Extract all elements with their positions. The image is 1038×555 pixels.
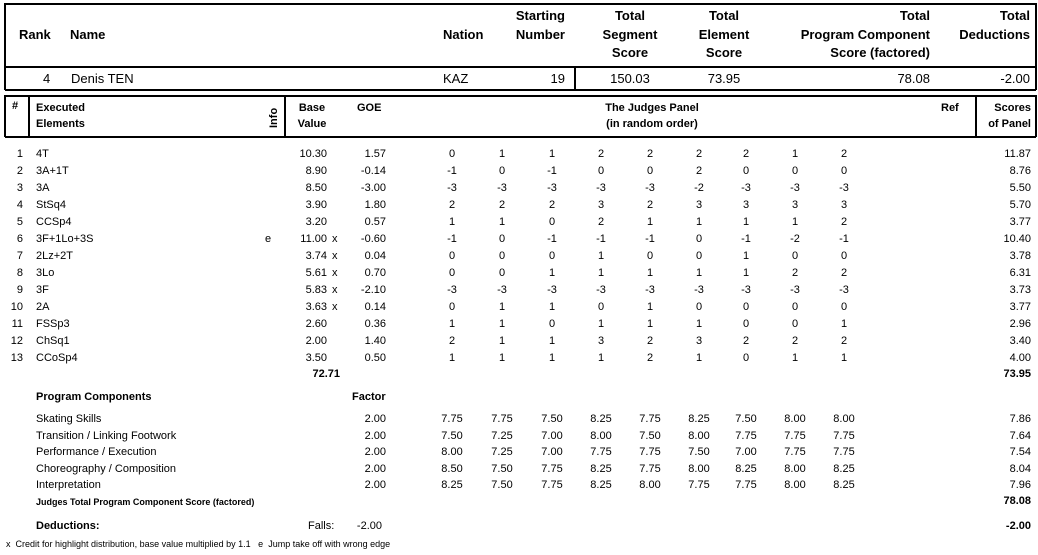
judge-score: 1	[791, 148, 799, 160]
judge-score: -3	[497, 182, 507, 194]
judge-score: 3	[791, 199, 799, 211]
skater-pcs: 78.08	[897, 71, 930, 86]
element-goe: -0.60	[360, 233, 386, 245]
element-name: CCoSp4	[36, 352, 78, 364]
component-judge-score: 8.25	[441, 479, 463, 491]
component-judge-score: 8.25	[833, 463, 855, 475]
component-judge-score: 7.50	[541, 413, 563, 425]
component-judge-score: 8.00	[590, 430, 612, 442]
pc-factor-header: Factor	[352, 391, 386, 403]
component-judge-score: 8.25	[735, 463, 757, 475]
footnote-e-text: Jump take off with wrong edge	[268, 539, 391, 549]
skater-rank: 4	[43, 71, 51, 86]
nation-header: Nation	[443, 27, 484, 42]
element-goe: 0.14	[364, 301, 386, 313]
judge-score: 0	[791, 250, 799, 262]
element-name: CCSp4	[36, 216, 72, 228]
component-judge-score: 7.75	[639, 413, 661, 425]
judge-score: 3	[597, 335, 605, 347]
judge-score: 3	[742, 199, 750, 211]
judge-score: 1	[597, 267, 605, 279]
footnote-x-text: Credit for highlight distribution, base value multiplied by 1.1	[15, 539, 251, 549]
judge-score: 1	[498, 318, 506, 330]
component-judge-score: 8.00	[688, 463, 710, 475]
segment-score-header: Score	[611, 45, 649, 60]
element-number: 7	[16, 250, 23, 262]
judge-score: -3	[645, 284, 655, 296]
element-name: 3F	[36, 284, 49, 296]
judge-score: 1	[742, 267, 750, 279]
judge-score: -1	[741, 233, 751, 245]
judge-score: 2	[448, 335, 456, 347]
element-base-value: 3.50	[305, 352, 327, 364]
judge-score: 1	[742, 250, 750, 262]
of-panel-header: of Panel	[988, 118, 1031, 130]
number-header: Number	[515, 27, 565, 42]
judge-score: 0	[695, 233, 703, 245]
judge-score: 0	[448, 250, 456, 262]
component-panel-score: 8.04	[1009, 463, 1031, 475]
element-name: 3A	[36, 182, 50, 194]
component-judge-score: 7.75	[639, 463, 661, 475]
skater-segment-score: 150.03	[610, 71, 650, 86]
judge-score: 2	[742, 148, 750, 160]
judge-score: -2	[694, 182, 704, 194]
judge-score: 1	[597, 318, 605, 330]
judge-score: 3	[695, 199, 703, 211]
element-name: 2A	[36, 301, 50, 313]
pcs-total-label: Judges Total Program Component Score (factored)	[36, 497, 255, 507]
component-judge-score: 7.75	[491, 413, 513, 425]
judge-score: 0	[448, 148, 456, 160]
info-header: Info	[268, 107, 280, 128]
judge-score: 0	[840, 301, 848, 313]
skater-name: Denis TEN	[71, 71, 134, 86]
element-number: 10	[10, 301, 23, 313]
component-judge-score: 7.50	[441, 430, 463, 442]
judges-header: The Judges Panel	[605, 102, 699, 114]
component-judge-score: 7.75	[441, 413, 463, 425]
element-name: ChSq1	[36, 335, 70, 347]
component-name: Performance / Execution	[36, 446, 157, 458]
component-judge-score: 7.75	[541, 479, 563, 491]
executed-header: Executed	[36, 102, 85, 114]
pcs-total-value: 78.08	[1003, 495, 1031, 507]
scores-header: Scores	[994, 102, 1031, 114]
component-judge-score: 8.00	[441, 446, 463, 458]
element-number: 1	[16, 148, 23, 160]
component-judge-score: 7.25	[491, 446, 513, 458]
judge-score: 2	[646, 335, 654, 347]
element-name: 3F+1Lo+3S	[36, 233, 94, 245]
element-number: 9	[16, 284, 23, 296]
component-judge-score: 8.25	[590, 413, 612, 425]
component-judge-score: 7.00	[541, 430, 563, 442]
judge-score: 3	[597, 199, 605, 211]
component-judge-score: 8.25	[590, 463, 612, 475]
falls-value: -2.00	[356, 520, 382, 532]
element-base-value: 5.83	[305, 284, 327, 296]
component-judge-score: 7.75	[784, 430, 806, 442]
judge-score: 1	[548, 267, 556, 279]
judge-score: 0	[742, 318, 750, 330]
element-name: 3A+1T	[36, 165, 69, 177]
judge-score: 0	[448, 301, 456, 313]
element-info: e	[265, 233, 272, 245]
judge-score: 1	[742, 216, 750, 228]
judge-score: 0	[840, 165, 848, 177]
element-total-header: Total	[708, 8, 740, 23]
element-base-value: 2.60	[305, 318, 327, 330]
element-goe: -2.10	[360, 284, 386, 296]
element-number: 2	[16, 165, 23, 177]
deductions-header: Deductions	[959, 27, 1030, 42]
component-panel-score: 7.96	[1009, 479, 1031, 491]
judge-score: 1	[695, 216, 703, 228]
judge-score: 0	[840, 250, 848, 262]
judge-score: 2	[646, 148, 654, 160]
component-judge-score: 7.50	[688, 446, 710, 458]
judge-score: -3	[839, 182, 849, 194]
judge-score: 2	[840, 216, 848, 228]
component-factor: 2.00	[364, 479, 386, 491]
falls-label: Falls:	[308, 520, 335, 532]
judge-score: 2	[695, 165, 703, 177]
element-base-value: 3.90	[305, 199, 327, 211]
element-goe: 0.70	[364, 267, 386, 279]
judge-score: 2	[597, 148, 605, 160]
element-name: 2Lz+2T	[36, 250, 73, 262]
base-header: Base	[298, 102, 326, 114]
element-number: 4	[16, 199, 23, 211]
judge-score: 1	[548, 301, 556, 313]
judge-score: 0	[742, 165, 750, 177]
component-name: Skating Skills	[36, 413, 102, 425]
judge-score: 2	[646, 352, 654, 364]
judge-score: 2	[840, 335, 848, 347]
judge-score: -3	[741, 284, 751, 296]
judge-score: 2	[498, 199, 506, 211]
element-goe: 0.50	[364, 352, 386, 364]
rank-header: Rank	[19, 27, 51, 42]
element-number: 3	[16, 182, 23, 194]
element-bonus-mark: x	[332, 301, 338, 313]
judge-score: -3	[790, 182, 800, 194]
judge-score: 2	[791, 267, 799, 279]
judge-score: -3	[596, 182, 606, 194]
judge-score: 2	[791, 335, 799, 347]
element-panel-score: 4.00	[1009, 352, 1031, 364]
element-panel-score: 3.77	[1009, 301, 1031, 313]
element-bonus-mark: x	[332, 284, 338, 296]
judge-score: 0	[498, 267, 506, 279]
element-panel-score: 5.70	[1009, 199, 1031, 211]
element-panel-score: 2.96	[1009, 318, 1031, 330]
component-judge-score: 8.00	[784, 413, 806, 425]
judge-score: 0	[791, 318, 799, 330]
judge-score: 0	[695, 301, 703, 313]
judge-score: 2	[840, 148, 848, 160]
judge-score: 1	[498, 335, 506, 347]
judge-score: 2	[695, 148, 703, 160]
judge-score: 1	[646, 267, 654, 279]
element-goe: 1.80	[364, 199, 386, 211]
judge-score: 1	[448, 318, 456, 330]
element-panel-score: 3.40	[1009, 335, 1031, 347]
judge-score: -1	[547, 233, 557, 245]
footnote-e-mark: e	[258, 539, 264, 549]
component-judge-score: 8.00	[639, 479, 661, 491]
element-goe: 1.40	[364, 335, 386, 347]
judge-score: -1	[547, 165, 557, 177]
pcs-header: Program Component	[800, 27, 930, 42]
element-panel-score: 3.78	[1009, 250, 1031, 262]
element-name: StSq4	[36, 199, 66, 211]
goe-header: GOE	[357, 102, 382, 114]
element-bonus-mark: x	[332, 267, 338, 279]
component-judge-score: 7.75	[541, 463, 563, 475]
judge-score: 1	[498, 352, 506, 364]
judge-score: 3	[840, 199, 848, 211]
element-base-value: 10.30	[299, 148, 327, 160]
component-judge-score: 8.25	[590, 479, 612, 491]
num-header: #	[12, 100, 19, 112]
component-panel-score: 7.64	[1009, 430, 1031, 442]
judge-score: 2	[742, 335, 750, 347]
element-panel-score: 6.31	[1009, 267, 1031, 279]
judge-score: 1	[695, 352, 703, 364]
judge-score: 0	[548, 216, 556, 228]
judge-score: 1	[791, 352, 799, 364]
judge-score: -3	[839, 284, 849, 296]
component-name: Choreography / Composition	[36, 463, 177, 475]
element-base-value: 8.50	[305, 182, 327, 194]
element-base-value: 11.00	[300, 233, 327, 245]
component-factor: 2.00	[364, 413, 386, 425]
component-judge-score: 7.75	[833, 446, 855, 458]
judge-score: -3	[741, 182, 751, 194]
judge-score: 1	[646, 318, 654, 330]
judge-score: -1	[447, 165, 457, 177]
element-number: 12	[10, 335, 23, 347]
element-number: 11	[11, 318, 23, 330]
judge-score: 2	[646, 199, 654, 211]
skater-deductions: -2.00	[1000, 71, 1030, 86]
component-judge-score: 8.00	[833, 413, 855, 425]
component-judge-score: 7.50	[491, 479, 513, 491]
judge-score: 1	[498, 301, 506, 313]
judge-score: -3	[596, 284, 606, 296]
component-judge-score: 8.25	[688, 413, 710, 425]
component-factor: 2.00	[364, 430, 386, 442]
element-name: FSSp3	[36, 318, 70, 330]
judge-score: 0	[548, 318, 556, 330]
judges-random-header: (in random order)	[606, 118, 698, 130]
component-judge-score: 7.50	[491, 463, 513, 475]
element-number: 5	[16, 216, 23, 228]
judge-score: 1	[597, 250, 605, 262]
component-factor: 2.00	[364, 446, 386, 458]
element-base-value: 3.74	[305, 250, 327, 262]
component-judge-score: 7.00	[735, 446, 757, 458]
judge-score: 0	[498, 165, 506, 177]
judge-score: -2	[790, 233, 800, 245]
component-judge-score: 8.00	[688, 430, 710, 442]
value-header: Value	[297, 118, 327, 130]
element-goe: -0.14	[360, 165, 386, 177]
elements-score-total: 73.95	[1003, 368, 1031, 380]
element-goe: 0.36	[364, 318, 386, 330]
judge-score: 0	[548, 250, 556, 262]
component-judge-score: 7.75	[833, 430, 855, 442]
judge-score: 0	[597, 301, 605, 313]
element-panel-score: 10.40	[1003, 233, 1031, 245]
judge-score: -1	[645, 233, 655, 245]
footnote	[6, 539, 390, 549]
judge-score: 0	[695, 250, 703, 262]
component-judge-score: 8.50	[441, 463, 463, 475]
judge-score: 1	[498, 216, 506, 228]
segment-total-header: Total	[614, 8, 646, 23]
element-bonus-mark: x	[332, 233, 338, 245]
judge-score: 0	[646, 250, 654, 262]
element-panel-score: 11.87	[1004, 148, 1031, 160]
judge-score: 0	[597, 165, 605, 177]
judge-score: -3	[547, 182, 557, 194]
component-judge-score: 7.75	[784, 446, 806, 458]
skater-element-score: 73.95	[707, 71, 741, 86]
component-judge-score: 7.25	[491, 430, 513, 442]
component-judge-score: 7.75	[735, 479, 757, 491]
judge-score: 2	[448, 199, 456, 211]
component-factor: 2.00	[364, 463, 386, 475]
judge-score: 0	[448, 267, 456, 279]
judge-score: -1	[447, 233, 457, 245]
judge-score: 1	[646, 216, 654, 228]
element-number: 8	[16, 267, 23, 279]
element-name: 4T	[36, 148, 49, 160]
component-judge-score: 8.25	[833, 479, 855, 491]
judge-score: 0	[791, 301, 799, 313]
name-header: Name	[70, 27, 106, 42]
judge-score: 0	[791, 165, 799, 177]
judge-score: 2	[597, 216, 605, 228]
element-header: Element	[698, 27, 750, 42]
judge-score: 1	[791, 216, 799, 228]
deductions-label: Deductions:	[36, 520, 100, 532]
component-judge-score: 7.50	[639, 430, 661, 442]
deductions-total-header: Total	[999, 8, 1030, 23]
judge-score: 1	[448, 216, 456, 228]
judge-score: -3	[547, 284, 557, 296]
component-judge-score: 7.75	[688, 479, 710, 491]
skater-starting-number: 19	[550, 71, 565, 86]
ref-header: Ref	[941, 102, 959, 114]
judge-score: 3	[695, 335, 703, 347]
element-number: 13	[10, 352, 23, 364]
skater-nation: KAZ	[443, 71, 469, 86]
element-goe: 1.57	[364, 148, 386, 160]
judge-score: 0	[498, 250, 506, 262]
judge-score: -3	[645, 182, 655, 194]
component-panel-score: 7.86	[1009, 413, 1031, 425]
component-judge-score: 7.50	[735, 413, 757, 425]
element-panel-score: 8.76	[1009, 165, 1031, 177]
judge-score: 1	[597, 352, 605, 364]
judge-score: 1	[448, 352, 456, 364]
element-goe: 0.57	[364, 216, 386, 228]
judge-score: 0	[498, 233, 506, 245]
pc-title: Program Components	[36, 391, 152, 403]
element-name: 3Lo	[36, 267, 55, 279]
element-base-value: 2.00	[305, 335, 327, 347]
pcs-total-header: Total	[899, 8, 930, 23]
element-goe: 0.04	[364, 250, 386, 262]
judge-score: -1	[596, 233, 606, 245]
element-panel-score: 3.77	[1009, 216, 1031, 228]
pcs-factored-header: Score (factored)	[830, 45, 930, 60]
footnote-x-mark: x	[6, 539, 11, 549]
base-value-total: 72.71	[312, 368, 340, 380]
judge-score: 1	[498, 148, 506, 160]
judge-score: 1	[695, 318, 703, 330]
judge-score: 0	[742, 352, 750, 364]
element-base-value: 5.61	[305, 267, 327, 279]
component-name: Interpretation	[36, 479, 101, 491]
component-judge-score: 8.00	[784, 463, 806, 475]
element-number: 6	[16, 233, 23, 245]
component-name: Transition / Linking Footwork	[36, 430, 177, 442]
judge-score: 2	[548, 199, 556, 211]
element-score-header: Score	[705, 45, 743, 60]
judge-score: 2	[840, 267, 848, 279]
judge-score: -1	[839, 233, 849, 245]
component-judge-score: 8.00	[784, 479, 806, 491]
component-judge-score: 7.75	[590, 446, 612, 458]
judge-score: 1	[695, 267, 703, 279]
element-bonus-mark: x	[332, 250, 338, 262]
judge-score: -3	[497, 284, 507, 296]
element-panel-score: 5.50	[1009, 182, 1031, 194]
judge-score: 1	[840, 352, 848, 364]
judge-score: 1	[646, 301, 654, 313]
judge-score: -3	[447, 284, 457, 296]
judge-score: 1	[548, 352, 556, 364]
starting-header: Starting	[515, 8, 565, 23]
judge-score: -3	[694, 284, 704, 296]
component-judge-score: 7.00	[541, 446, 563, 458]
element-panel-score: 3.73	[1009, 284, 1031, 296]
element-base-value: 3.20	[305, 216, 327, 228]
elements-label-header: Elements	[36, 118, 85, 130]
judge-score: 1	[548, 148, 556, 160]
component-judge-score: 7.75	[735, 430, 757, 442]
component-panel-score: 7.54	[1009, 446, 1031, 458]
judge-score: -3	[790, 284, 800, 296]
judge-score: 0	[646, 165, 654, 177]
element-base-value: 8.90	[305, 165, 327, 177]
judge-score: 0	[742, 301, 750, 313]
element-goe: -3.00	[360, 182, 386, 194]
judge-score: -3	[447, 182, 457, 194]
judge-score: 1	[840, 318, 848, 330]
element-base-value: 3.63	[305, 301, 327, 313]
deductions-total: -2.00	[1005, 520, 1031, 532]
component-judge-score: 7.75	[639, 446, 661, 458]
judge-score: 1	[548, 335, 556, 347]
segment-header: Segment	[602, 27, 658, 42]
